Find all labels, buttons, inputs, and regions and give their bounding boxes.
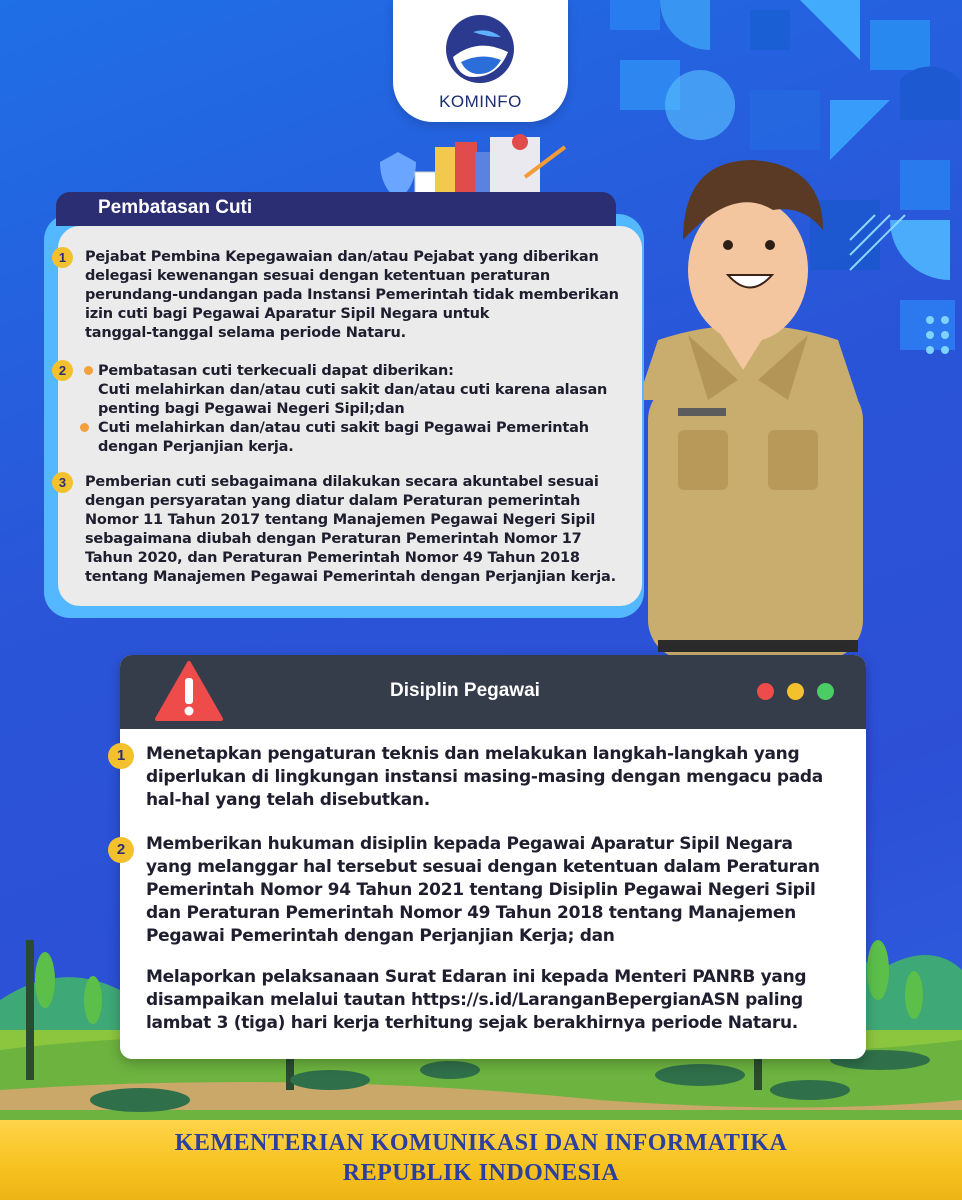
logo-text: KOMINFO (439, 92, 522, 111)
window-green-dot-icon (817, 683, 834, 700)
warning-triangle-icon (155, 660, 223, 722)
item-number-2: 2 (52, 360, 73, 381)
disiplin-pegawai-title: Disiplin Pegawai (390, 680, 540, 701)
civil-servant-illustration (628, 150, 868, 660)
cuti-item-2-bullet-2: Cuti melahirkan dan/atau cuti sakit bagi Pegawai Pemerintah dengan Perjanjian kerja. (98, 420, 589, 455)
footer-banner (0, 1120, 962, 1200)
item-number-2: 2 (108, 837, 134, 863)
bullet-dot (84, 366, 93, 375)
cuti-item-2-bullet-1: Pembatasan cuti terkecuali dapat diberikan: Cuti melahirkan dan/atau cuti sakit dan/atau cuti karena alasan penting bagi Pegawai Negeri Sipil;dan (98, 363, 608, 417)
disiplin-item-3: Melaporkan pelaksanaan Surat Edaran ini kepada Menteri PANRB yang disampaikan melalui tautan https://s.id/LaranganBepergianASN paling lambat 3 (tiga) hari kerja terhitung sejak berakhirnya periode Nataru. (146, 967, 807, 1033)
footer-line-1: KEMENTERIAN KOMUNIKASI DAN INFORMATIKA (174, 1130, 788, 1156)
pembatasan-cuti-title: Pembatasan Cuti (98, 197, 253, 218)
window-yellow-dot-icon (787, 683, 804, 700)
window-red-dot-icon (757, 683, 774, 700)
item-number-1: 1 (52, 247, 73, 268)
cuti-item-1: Pejabat Pembina Kepegawaian dan/atau Pejabat yang diberikan delegasi kewenangan sesuai dengan ketentuan peraturan perundang-undangan pada Instansi Pemerintah tidak memberikan izin cuti bagi Pegawai Aparatur Sipil Negara untuk tanggal-tanggal selama periode Nataru. (85, 249, 619, 341)
logo-tab (393, 0, 568, 122)
cuti-item-3: Pemberian cuti sebagaimana dilakukan secara akuntabel sesuai dengan persyaratan yang diatur dalam Peraturan pemerintah Nomor 11 Tahun 2017 tentang Manajemen Pegawai Negeri Sipil sebagaimana diubah dengan Peraturan Pemerintah Nomor 17 Tahun 2020, dan Peraturan Pemerintah Nomor 49 Tahun 2018 tentang Manajemen Pegawai Pemerintah dengan Perjanjian kerja. (85, 474, 616, 585)
item-number-1: 1 (108, 743, 134, 769)
disiplin-item-1: Menetapkan pengaturan teknis dan melakukan langkah-langkah yang diperlukan di lingkungan instansi masing-masing dengan mengacu pada hal-hal yang telah disebutkan. (146, 744, 823, 810)
kominfo-logo-icon (443, 12, 518, 87)
footer-line-2: REPUBLIK INDONESIA (342, 1160, 620, 1186)
item-number-3: 3 (52, 472, 73, 493)
disiplin-item-2: Memberikan hukuman disiplin kepada Pegawai Aparatur Sipil Negara yang melanggar hal tersebut sesuai dengan ketentuan dalam Peraturan Pemerintah Nomor 94 Tahun 2021 tentang Disiplin Pegawai Negeri Sipil dan Peraturan Pemerintah Nomor 49 Tahun 2018 tentang Manajemen Pegawai Pemerintah dengan Perjanjian Kerja; dan (146, 834, 820, 946)
bullet-dot (80, 423, 89, 432)
